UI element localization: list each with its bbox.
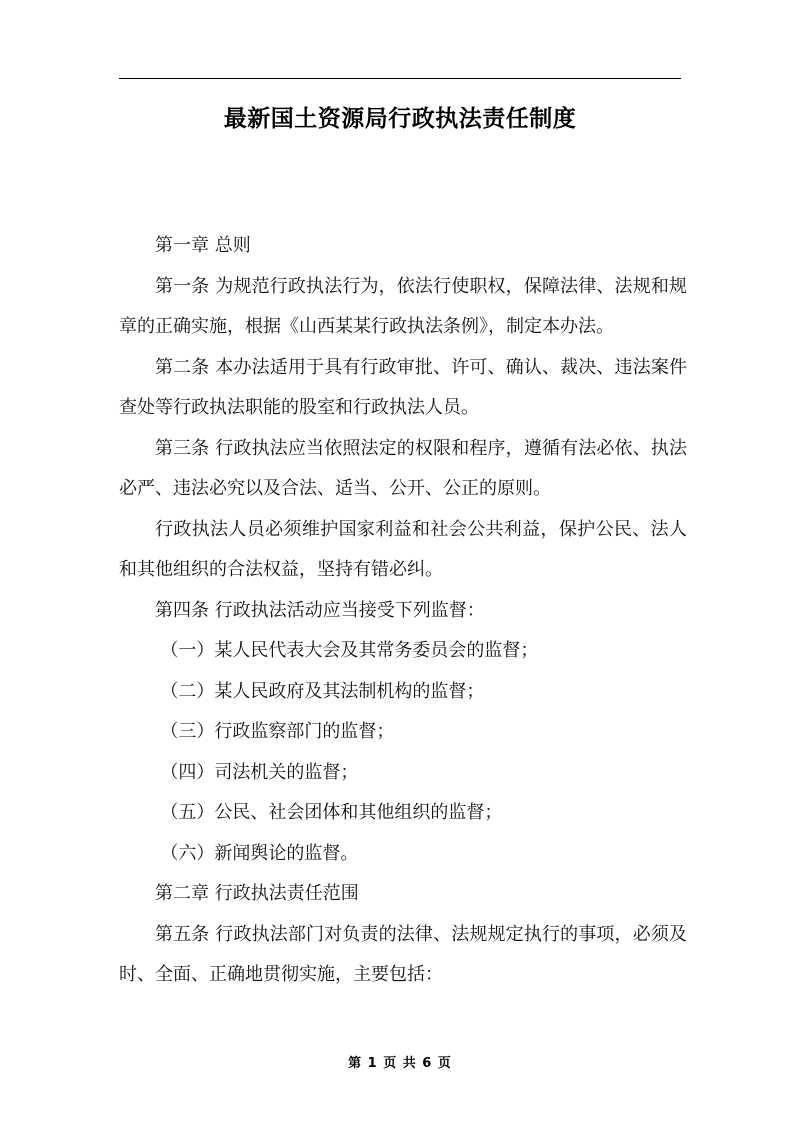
chapter-heading: 第二章 行政执法责任范围 — [155, 883, 359, 904]
list-item: （一）某人民代表大会及其常务委员会的监督； — [160, 640, 539, 661]
article-paragraph: 第一条 为规范行政执法行为，依法行使职权，保障法律、法规和规章的正确实施，根据《山西某某行政执法条例》，制定本办法。 — [119, 275, 687, 337]
page-number: 第 1 页 共 6 页 — [348, 1056, 452, 1071]
document-body — [119, 226, 687, 996]
article-paragraph: 第三条 行政执法应当依照法定的权限和程序，遵循有法必依、执法必严、违法必究以及合法、适当、公开、公正的原则。 — [119, 437, 687, 499]
list-item: （二）某人民政府及其法制机构的监督； — [160, 680, 485, 702]
document-title: 最新国土资源局行政执法责任制度 — [223, 106, 577, 132]
chapter-heading: 第一章 总则 — [155, 235, 251, 256]
list-item: （五）公民、社会团体和其他组织的监督； — [160, 802, 503, 823]
header-rule — [119, 78, 681, 79]
article-paragraph: 第五条 行政执法部门对负责的法律、法规规定执行的事项，必须及时、全面、正确地贯彻实施，主要包括： — [119, 923, 687, 985]
article-paragraph: 行政执法人员必须维护国家利益和社会公共利益，保护公民、法人和其他组织的合法权益，坚持有错必纠。 — [119, 518, 687, 580]
article-paragraph: 第四条 行政执法活动应当接受下列监督： — [155, 599, 485, 621]
list-item: （四）司法机关的监督； — [160, 761, 359, 783]
list-item: （三）行政监察部门的监督； — [160, 721, 395, 742]
article-paragraph: 第二条 本办法适用于具有行政审批、许可、确认、裁决、违法案件查处等行政执法职能的股室和行政执法人员。 — [119, 356, 687, 418]
list-item: （六）新闻舆论的监督。 — [160, 842, 359, 864]
